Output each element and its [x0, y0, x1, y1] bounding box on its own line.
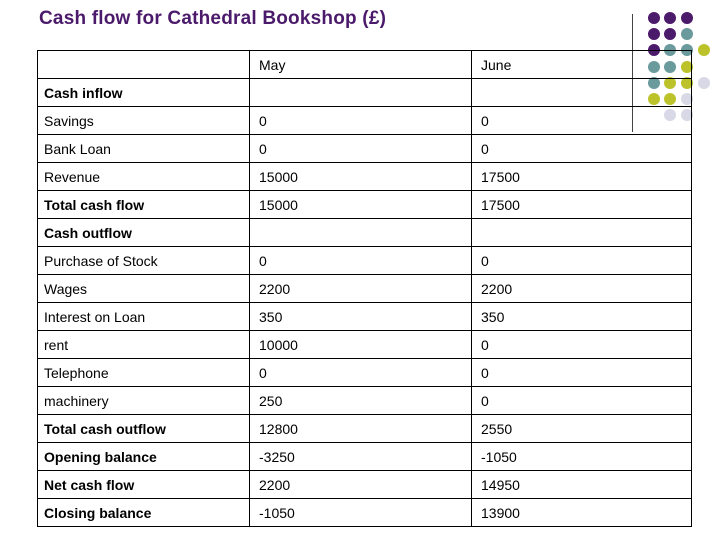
table-row [38, 303, 692, 331]
june-value-cell: -1050 [472, 443, 692, 471]
decorative-dot [681, 12, 693, 24]
may-value-cell: 10000 [250, 331, 472, 359]
june-value-cell: 13900 [472, 499, 692, 527]
row-label-cell: Closing balance [38, 499, 250, 527]
june-value-cell: 0 [472, 107, 692, 135]
table-row [38, 247, 692, 275]
june-value-cell: 2550 [472, 415, 692, 443]
table-row [38, 331, 692, 359]
table-row [38, 79, 692, 107]
june-value-cell: 0 [472, 135, 692, 163]
row-label-cell: machinery [38, 387, 250, 415]
row-label-cell: Savings [38, 107, 250, 135]
may-value-cell: 15000 [250, 191, 472, 219]
row-label-cell: Total cash flow [38, 191, 250, 219]
cash-flow-table [37, 50, 692, 527]
decorative-dot [681, 28, 693, 40]
page-title: Cash flow for Cathedral Bookshop (£) [39, 8, 387, 29]
table-row [38, 499, 692, 527]
may-value-cell: 350 [250, 303, 472, 331]
header-cell-june: June [472, 51, 692, 79]
may-value-cell: 15000 [250, 163, 472, 191]
june-value-cell: 0 [472, 247, 692, 275]
june-value-cell: 0 [472, 387, 692, 415]
decorative-dot [698, 44, 710, 56]
table-row [38, 359, 692, 387]
table-row [38, 135, 692, 163]
table-row [38, 163, 692, 191]
table-row [38, 107, 692, 135]
decorative-dot [648, 12, 660, 24]
june-value-cell: 0 [472, 331, 692, 359]
may-value-cell: 0 [250, 247, 472, 275]
may-value-cell: -3250 [250, 443, 472, 471]
table-row [38, 275, 692, 303]
row-label-cell: rent [38, 331, 250, 359]
june-value-cell: 350 [472, 303, 692, 331]
june-value-cell: 14950 [472, 471, 692, 499]
decorative-dot [664, 28, 676, 40]
row-label-cell: Revenue [38, 163, 250, 191]
may-value-cell: 0 [250, 135, 472, 163]
row-label-cell: Opening balance [38, 443, 250, 471]
june-value-cell: 2200 [472, 275, 692, 303]
may-value-cell: 0 [250, 107, 472, 135]
decorative-dot [698, 77, 710, 89]
table-row [38, 415, 692, 443]
decorative-dot [648, 28, 660, 40]
may-value-cell [250, 219, 472, 247]
june-value-cell: 17500 [472, 191, 692, 219]
june-value-cell [472, 219, 692, 247]
may-value-cell: 0 [250, 359, 472, 387]
row-label-cell: Bank Loan [38, 135, 250, 163]
table-row [38, 443, 692, 471]
row-label-cell: Purchase of Stock [38, 247, 250, 275]
row-label-cell: Wages [38, 275, 250, 303]
header-cell-label [38, 51, 250, 79]
table-row [38, 387, 692, 415]
may-value-cell [250, 79, 472, 107]
june-value-cell: 17500 [472, 163, 692, 191]
row-label-cell: Cash inflow [38, 79, 250, 107]
june-value-cell: 0 [472, 359, 692, 387]
row-label-cell: Interest on Loan [38, 303, 250, 331]
decorative-dot [664, 12, 676, 24]
may-value-cell: 250 [250, 387, 472, 415]
row-label-cell: Net cash flow [38, 471, 250, 499]
row-label-cell: Cash outflow [38, 219, 250, 247]
row-label-cell: Telephone [38, 359, 250, 387]
table-row [38, 191, 692, 219]
table-header-row [38, 51, 692, 79]
row-label-cell: Total cash outflow [38, 415, 250, 443]
june-value-cell [472, 79, 692, 107]
table-row [38, 471, 692, 499]
header-cell-may: May [250, 51, 472, 79]
may-value-cell: 2200 [250, 471, 472, 499]
may-value-cell: 2200 [250, 275, 472, 303]
may-value-cell: 12800 [250, 415, 472, 443]
table-row [38, 219, 692, 247]
may-value-cell: -1050 [250, 499, 472, 527]
